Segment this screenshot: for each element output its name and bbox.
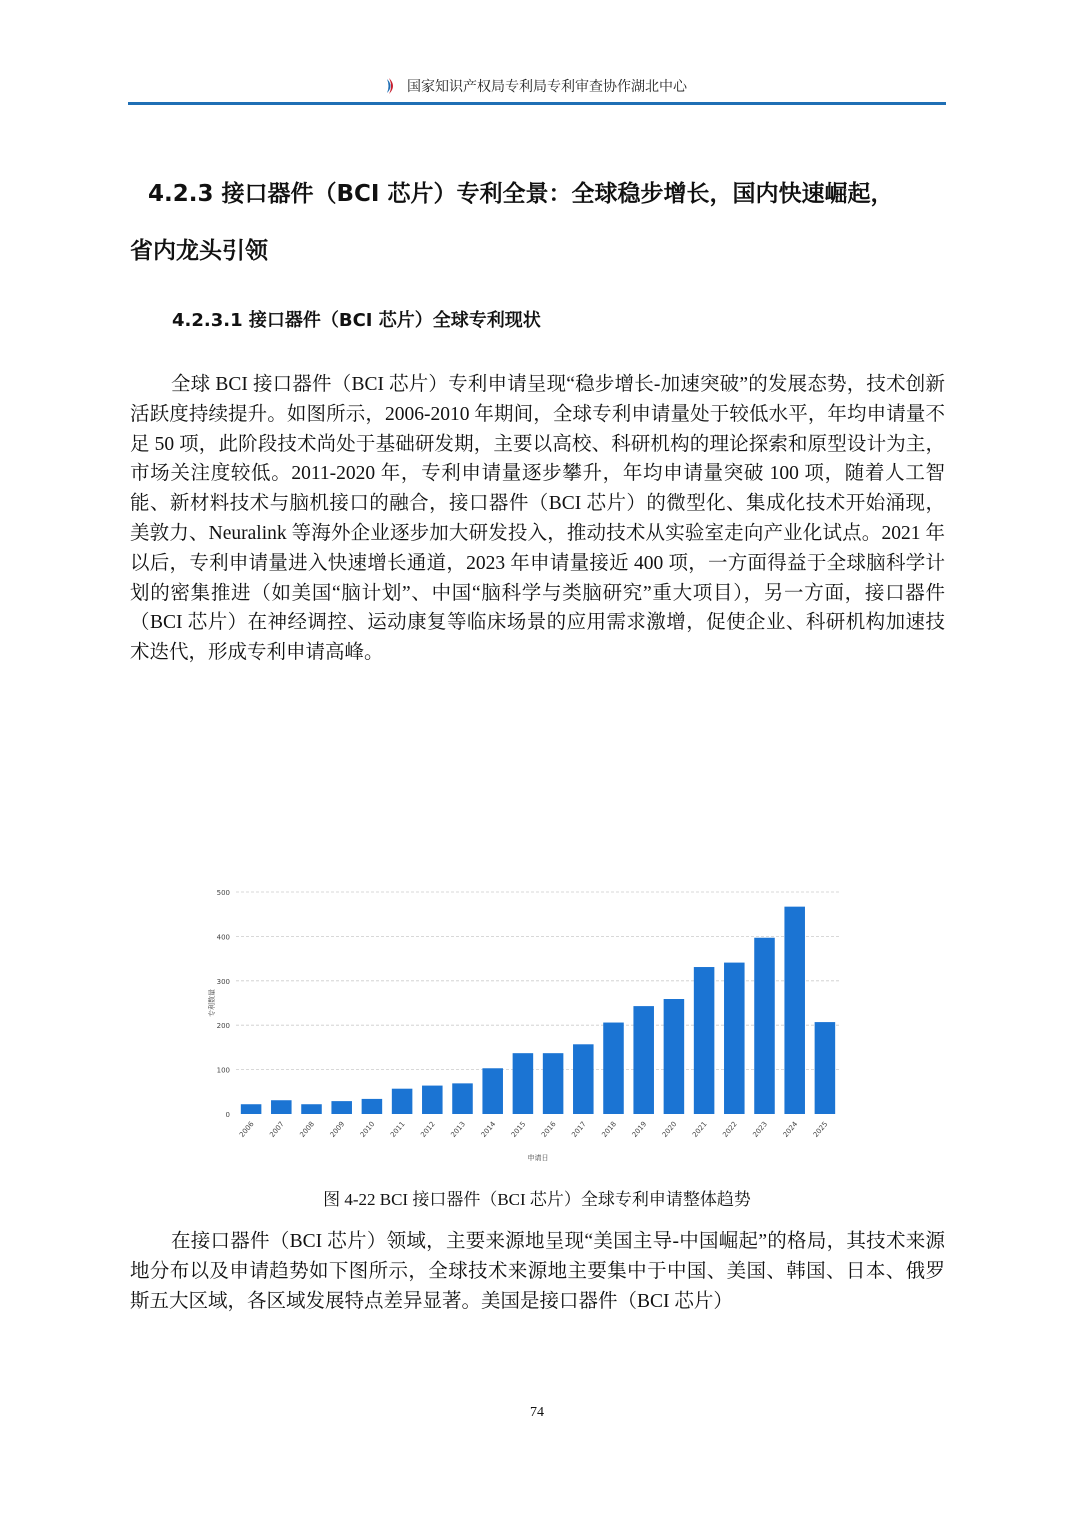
bar	[784, 907, 805, 1114]
y-tick-label: 100	[217, 1067, 230, 1075]
header-rule	[128, 102, 946, 105]
logo-icon	[387, 78, 397, 94]
y-tick-label: 0	[226, 1111, 230, 1119]
x-tick-label: 2010	[359, 1120, 377, 1139]
paragraph: 全球 BCI 接口器件（BCI 芯片）专利申请呈现“稳步增长-加速突破”的发展态势，技术创新活跃度持续提升。如图所示，2006-2010 年期间，全球专利申请量处于较低水平，年均申请量不足 50 项，此阶段技术尚处于基础研发期，主要以高校、科研机构的理论探索和原型设计为主，市场关注度较低。2011-2020 年，专利申请量逐步攀升，年均申请量突破 100 项，随着人工智能、新材料技术与脑机接口的融合，接口器件（BCI 芯片）的微型化、集成化技术开始涌现，美敦力、Neuralink 等海外企业逐步加大研发投入，推动技术从实验室走向产业化试点。2021 年以后，专利申请量进入快速增长通道，2023 年申请量接近 400 项，一方面得益于全球脑科学计划的密集推进（如美国“脑计划”、中国“脑科学与类脑研究”重大项目），另一方面，接口器件（BCI 芯片）在神经调控、运动康复等临床场景的应用需求激增，促使企业、科研机构加速技术迭代，形成专利申请高峰。	[130, 370, 945, 668]
bar	[694, 967, 715, 1114]
subsection-title: 4.2.3.1 接口器件（BCI 芯片）全球专利现状	[172, 306, 541, 332]
x-tick-label: 2008	[298, 1120, 316, 1139]
x-tick-label: 2015	[510, 1120, 528, 1139]
figure-caption: 图 4-22 BCI 接口器件（BCI 芯片）全球专利申请整体趋势	[0, 1185, 1074, 1210]
x-tick-label: 2023	[751, 1120, 769, 1139]
y-axis-label: 专利数量	[207, 989, 216, 1017]
page-number: 74	[0, 1405, 1074, 1421]
bar	[362, 1099, 383, 1114]
bar	[301, 1104, 322, 1114]
x-axis-label: 申请日	[528, 1153, 549, 1162]
bar	[543, 1053, 564, 1114]
x-tick-label: 2022	[721, 1120, 739, 1139]
bar	[452, 1083, 473, 1114]
x-tick-label: 2014	[480, 1120, 498, 1139]
x-tick-label: 2013	[449, 1120, 467, 1139]
bar	[724, 963, 745, 1114]
x-tick-label: 2017	[570, 1120, 588, 1139]
x-tick-label: 2016	[540, 1120, 558, 1139]
bar	[815, 1022, 836, 1114]
x-tick-label: 2020	[661, 1120, 679, 1139]
bar	[664, 999, 685, 1114]
section-title-line1: 4.2.3 接口器件（BCI 芯片）专利全景：全球稳步增长，国内快速崛起，	[130, 166, 950, 223]
x-tick-label: 2012	[419, 1120, 437, 1139]
x-tick-label: 2019	[631, 1120, 649, 1139]
bar-chart	[200, 880, 850, 1170]
bar	[271, 1100, 292, 1114]
x-tick-label: 2021	[691, 1120, 709, 1139]
paragraph: 在接口器件（BCI 芯片）领域，主要来源地呈现“美国主导-中国崛起”的格局，其技术来源地分布以及申请趋势如下图所示，全球技术来源地主要集中于中国、美国、韩国、日本、俄罗斯五大区域，各区域发展特点差异显著。美国是接口器件（BCI 芯片）	[130, 1227, 945, 1377]
bar	[241, 1104, 262, 1114]
bar	[633, 1006, 654, 1114]
header-org: 国家知识产权局专利局专利审查协作湖北中心	[407, 79, 687, 95]
x-tick-label: 2018	[600, 1120, 618, 1139]
bar	[513, 1053, 534, 1114]
bar	[422, 1086, 443, 1114]
bar	[331, 1101, 352, 1114]
bar	[573, 1044, 594, 1114]
x-tick-label: 2011	[389, 1120, 407, 1139]
page-header	[0, 76, 1074, 96]
bar	[754, 938, 775, 1114]
x-tick-label: 2009	[329, 1120, 347, 1139]
y-tick-label: 500	[217, 889, 230, 897]
bar	[603, 1023, 624, 1114]
y-tick-label: 200	[217, 1022, 230, 1030]
bar	[392, 1089, 413, 1114]
x-tick-label: 2025	[812, 1120, 830, 1139]
bar	[482, 1068, 503, 1114]
x-tick-label: 2007	[268, 1120, 286, 1139]
x-tick-label: 2024	[782, 1120, 800, 1139]
y-tick-label: 300	[217, 978, 230, 986]
y-tick-label: 400	[217, 933, 230, 941]
section-title-line2: 省内龙头引领	[130, 223, 950, 280]
section-title	[130, 166, 950, 280]
x-tick-label: 2006	[238, 1120, 256, 1139]
